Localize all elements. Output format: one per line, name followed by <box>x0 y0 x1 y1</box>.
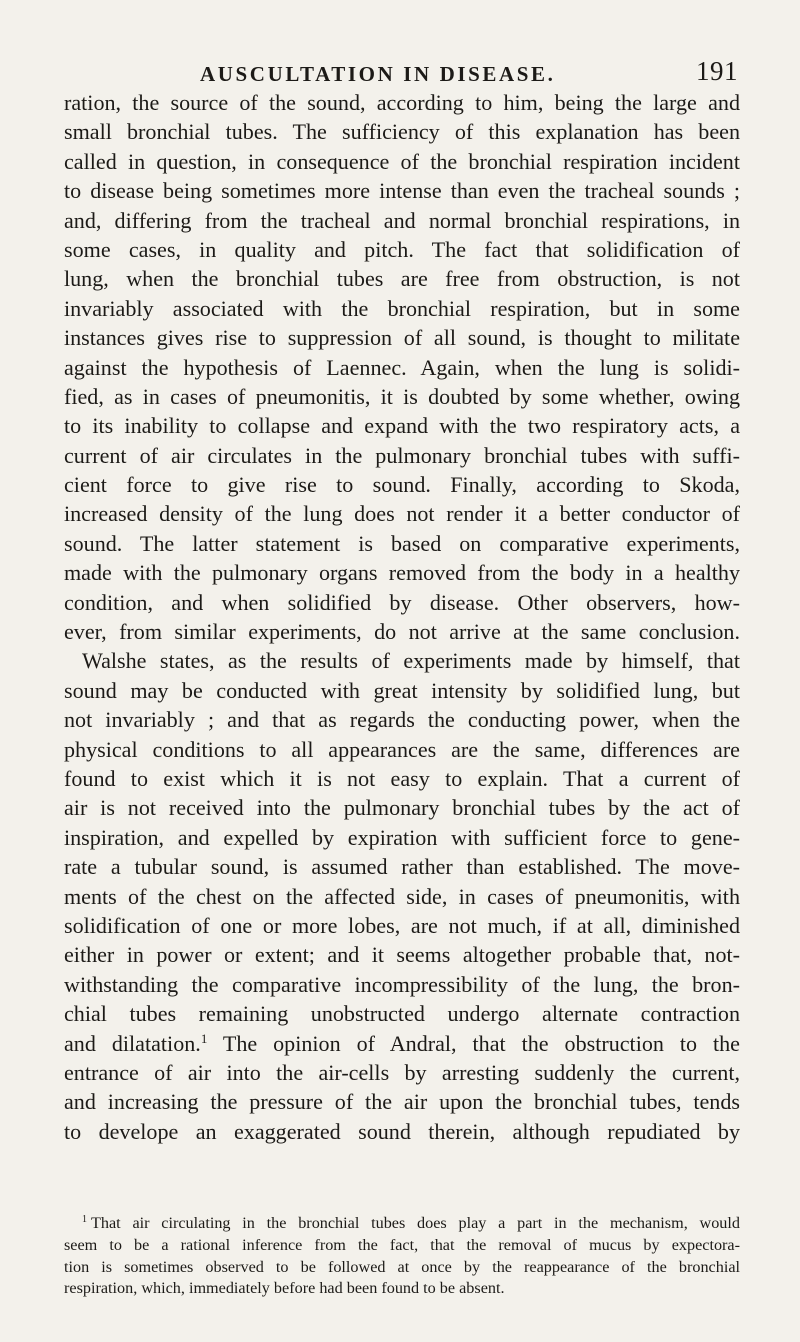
text-line: fied, as in cases of pneumonitis, it is doubted by some whether, owing <box>64 383 740 409</box>
text-line: inspiration, and expelled by expiration with sufficient force to gene- <box>64 824 740 850</box>
footnote-marker: 1 <box>82 1214 87 1225</box>
text-line: air is not received into the pulmonary bronchial tubes by the act of <box>64 795 740 821</box>
text-line: instances gives rise to suppression of all sound, is thought to militate <box>64 325 740 351</box>
text-line: ever, from similar experiments, do not arrive at the same conclusion. <box>64 619 740 645</box>
body-text <box>64 88 740 1146</box>
text-line: cient force to give rise to sound. Finally, according to Skoda, <box>64 472 740 498</box>
text-line: increased density of the lung does not render it a better conductor of <box>64 501 740 527</box>
text-line: to disease being sometimes more intense than even the tracheal sounds ; <box>64 178 740 204</box>
footnote-reference[interactable]: 1 <box>200 1030 208 1046</box>
text-segment: and dilatation. <box>64 1030 201 1056</box>
text-line: ments of the chest on the affected side, in cases of pneumonitis, with <box>64 883 740 909</box>
text-line: found to exist which it is not easy to explain. That a current of <box>64 765 740 791</box>
text-line: physical conditions to all appearances are the same, differences are <box>64 736 740 762</box>
text-line: against the hypothesis of Laennec. Again, when the lung is solidi- <box>64 354 740 380</box>
text-line: lung, when the bronchial tubes are free from obstruction, is not <box>64 266 740 292</box>
text-line: sound may be conducted with great intensity by solidified lung, but <box>64 677 740 703</box>
text-line: small bronchial tubes. The sufficiency of this explanation has been <box>64 119 740 145</box>
running-head <box>64 58 738 90</box>
text-line: invariably associated with the bronchial respiration, but in some <box>64 295 740 321</box>
footnote-text: That air circulating in the bronchial tubes does play a part in the mechanism, would <box>91 1214 740 1232</box>
footnote-line: tion is sometimes observed to be followed at once by the reappearance of the bronchial <box>64 1257 740 1276</box>
footnote-line: seem to be a rational inference from the fact, that the removal of mucus by expectora- <box>64 1235 740 1254</box>
text-line: some cases, in quality and pitch. The fact that solidification of <box>64 236 740 262</box>
text-line: either in power or extent; and it seems altogether probable that, not- <box>64 942 740 968</box>
text-segment: The opinion of Andral, that the obstruction to the <box>207 1030 740 1056</box>
text-line: to develope an exaggerated sound therein, although repudiated by <box>64 1118 740 1144</box>
page-number: 191 <box>696 56 738 86</box>
text-line: withstanding the comparative incompressibility of the lung, the bron- <box>64 971 740 997</box>
text-line: Walshe states, as the results of experiments made by himself, that <box>82 648 740 674</box>
text-line: not invariably ; and that as regards the conducting power, when the <box>64 707 740 733</box>
text-line: and increasing the pressure of the air upon the bronchial tubes, tends <box>64 1089 740 1115</box>
text-line: to its inability to collapse and expand with the two respiratory acts, a <box>64 413 740 439</box>
text-line-with-footnote-ref <box>64 1029 740 1058</box>
text-line: entrance of air into the air-cells by arresting suddenly the current, <box>64 1059 740 1085</box>
text-line: condition, and when solidified by disease. Other observers, how- <box>64 589 740 615</box>
text-line: chial tubes remaining unobstructed undergo alternate contraction <box>64 1001 740 1027</box>
text-line: made with the pulmonary organs removed from the body in a healthy <box>64 560 740 586</box>
text-line: ration, the source of the sound, according to him, being the large and <box>64 90 740 115</box>
text-line: rate a tubular sound, is assumed rather than established. The move- <box>64 854 740 880</box>
footnote-line <box>64 1213 740 1235</box>
running-title: AUSCULTATION IN DISEASE. <box>200 62 556 86</box>
text-line: and, differing from the tracheal and normal bronchial respirations, in <box>64 207 740 233</box>
text-line: solidification of one or more lobes, are not much, if at all, diminished <box>64 912 740 938</box>
text-line: current of air circulates in the pulmonary bronchial tubes with suffi- <box>64 442 740 468</box>
footnote-line: respiration, which, immediately before had been found to be absent. <box>64 1279 505 1298</box>
footnote-block <box>64 1213 740 1300</box>
text-line: sound. The latter statement is based on comparative experiments, <box>64 530 740 556</box>
text-line: called in question, in consequence of the bronchial respiration incident <box>64 148 740 174</box>
